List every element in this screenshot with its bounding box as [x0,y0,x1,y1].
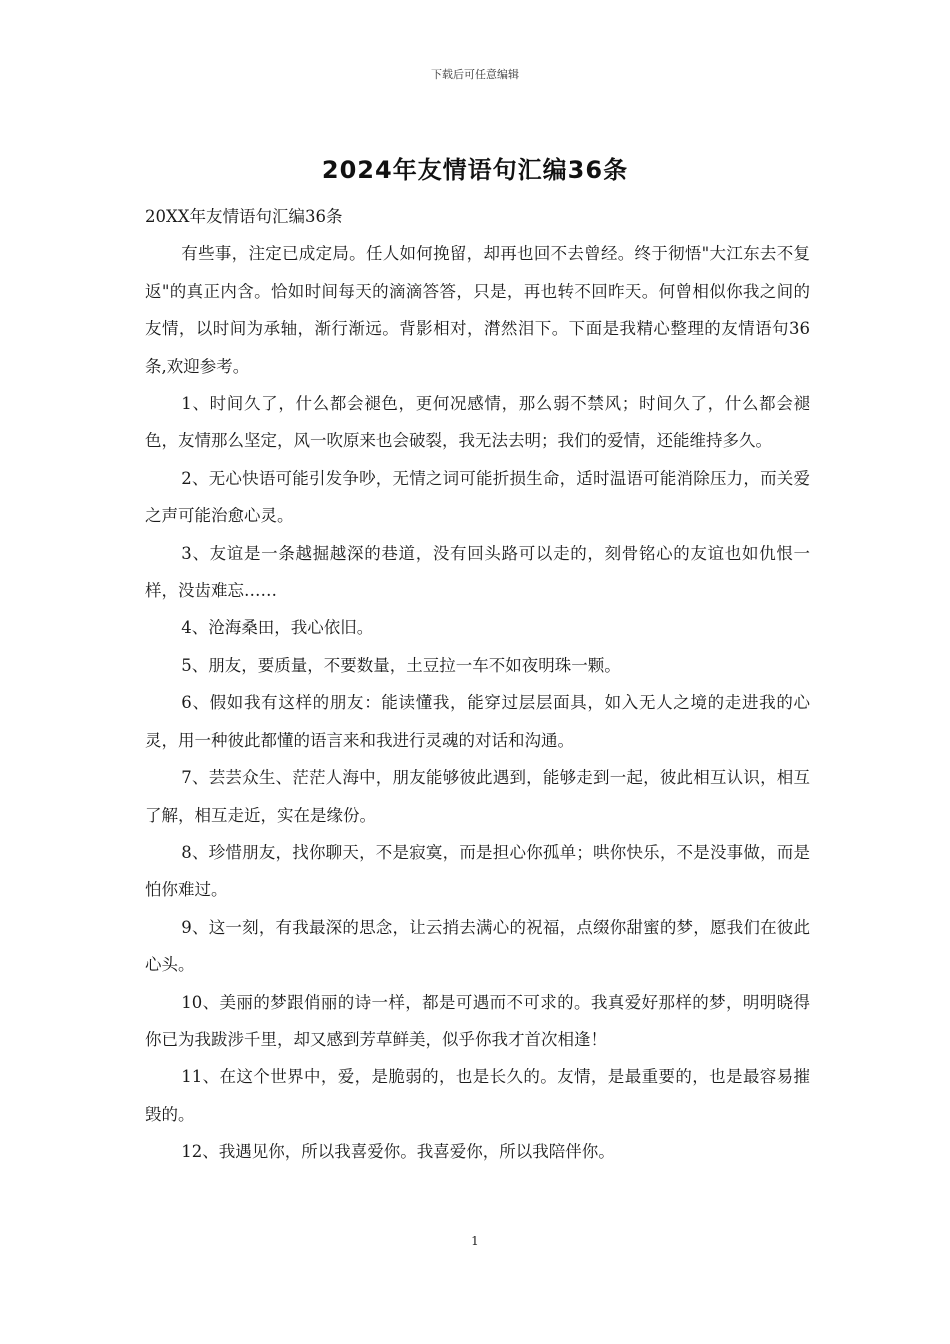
quote-paragraph-3: 3、友谊是一条越掘越深的巷道，没有回头路可以走的，刻骨铭心的友谊也如仇恨一样，没齿难忘…… [145,543,810,601]
page-header-note: 下载后可任意编辑 [431,68,519,81]
document-body [145,198,810,1171]
quote-paragraph-8: 8、珍惜朋友，找你聊天，不是寂寞，而是担心你孤单；哄你快乐，不是没事做，而是怕你难过。 [145,842,810,900]
quote-paragraph-4: 4、沧海桑田，我心依旧。 [181,618,374,638]
quote-paragraph-2: 2、无心快语可能引发争吵，无情之词可能折损生命，适时温语可能消除压力，而关爱之声可能治愈心灵。 [145,468,810,526]
intro-paragraph: 有些事，注定已成定局。任人如何挽留，却再也回不去曾经。终于彻悟"大江东去不复返"的真正内含。恰如时间每天的滴滴答答，只是，再也转不回昨天。何曾相似你我之间的友情，以时间为承轴，渐行渐远。背影相对，潸然泪下。下面是我精心整理的友情语句36条,欢迎参考。 [145,244,810,376]
quote-paragraph-11: 11、在这个世界中，爱，是脆弱的，也是长久的。友情，是最重要的，也是最容易摧毁的。 [145,1067,810,1124]
quote-paragraph-5: 5、朋友，要质量，不要数量，土豆拉一车不如夜明珠一颗。 [181,655,621,675]
document-title: 2024年友情语句汇编36条 [321,156,629,184]
quote-paragraph-6: 6、假如我有这样的朋友：能读懂我，能穿过层层面具，如入无人之境的走进我的心灵，用一种彼此都懂的语言来和我进行灵魂的对话和沟通。 [145,693,810,750]
quote-paragraph-12: 12、我遇见你，所以我喜爱你。我喜爱你，所以我陪伴你。 [181,1142,615,1162]
document-subtitle: 20XX年友情语句汇编36条 [145,207,343,226]
page-number: 1 [471,1234,479,1248]
quote-paragraph-10: 10、美丽的梦跟俏丽的诗一样，都是可遇而不可求的。我真爱好那样的梦，明明晓得你已为我跋涉千里，却又感到芳草鲜美，似乎你我才首次相逢！ [145,992,810,1049]
quote-paragraph-7: 7、芸芸众生、茫茫人海中，朋友能够彼此遇到，能够走到一起，彼此相互认识，相互了解，相互走近，实在是缘份。 [145,768,810,825]
quote-paragraph-1: 1、时间久了，什么都会褪色，更何况感情，那么弱不禁风；时间久了，什么都会褪色，友情那么坚定，风一吹原来也会破裂，我无法去明；我们的爱情，还能维持多久。 [145,394,810,451]
quote-paragraph-9: 9、这一刻，有我最深的思念，让云捎去满心的祝福，点缀你甜蜜的梦，愿我们在彼此心头。 [145,917,810,975]
